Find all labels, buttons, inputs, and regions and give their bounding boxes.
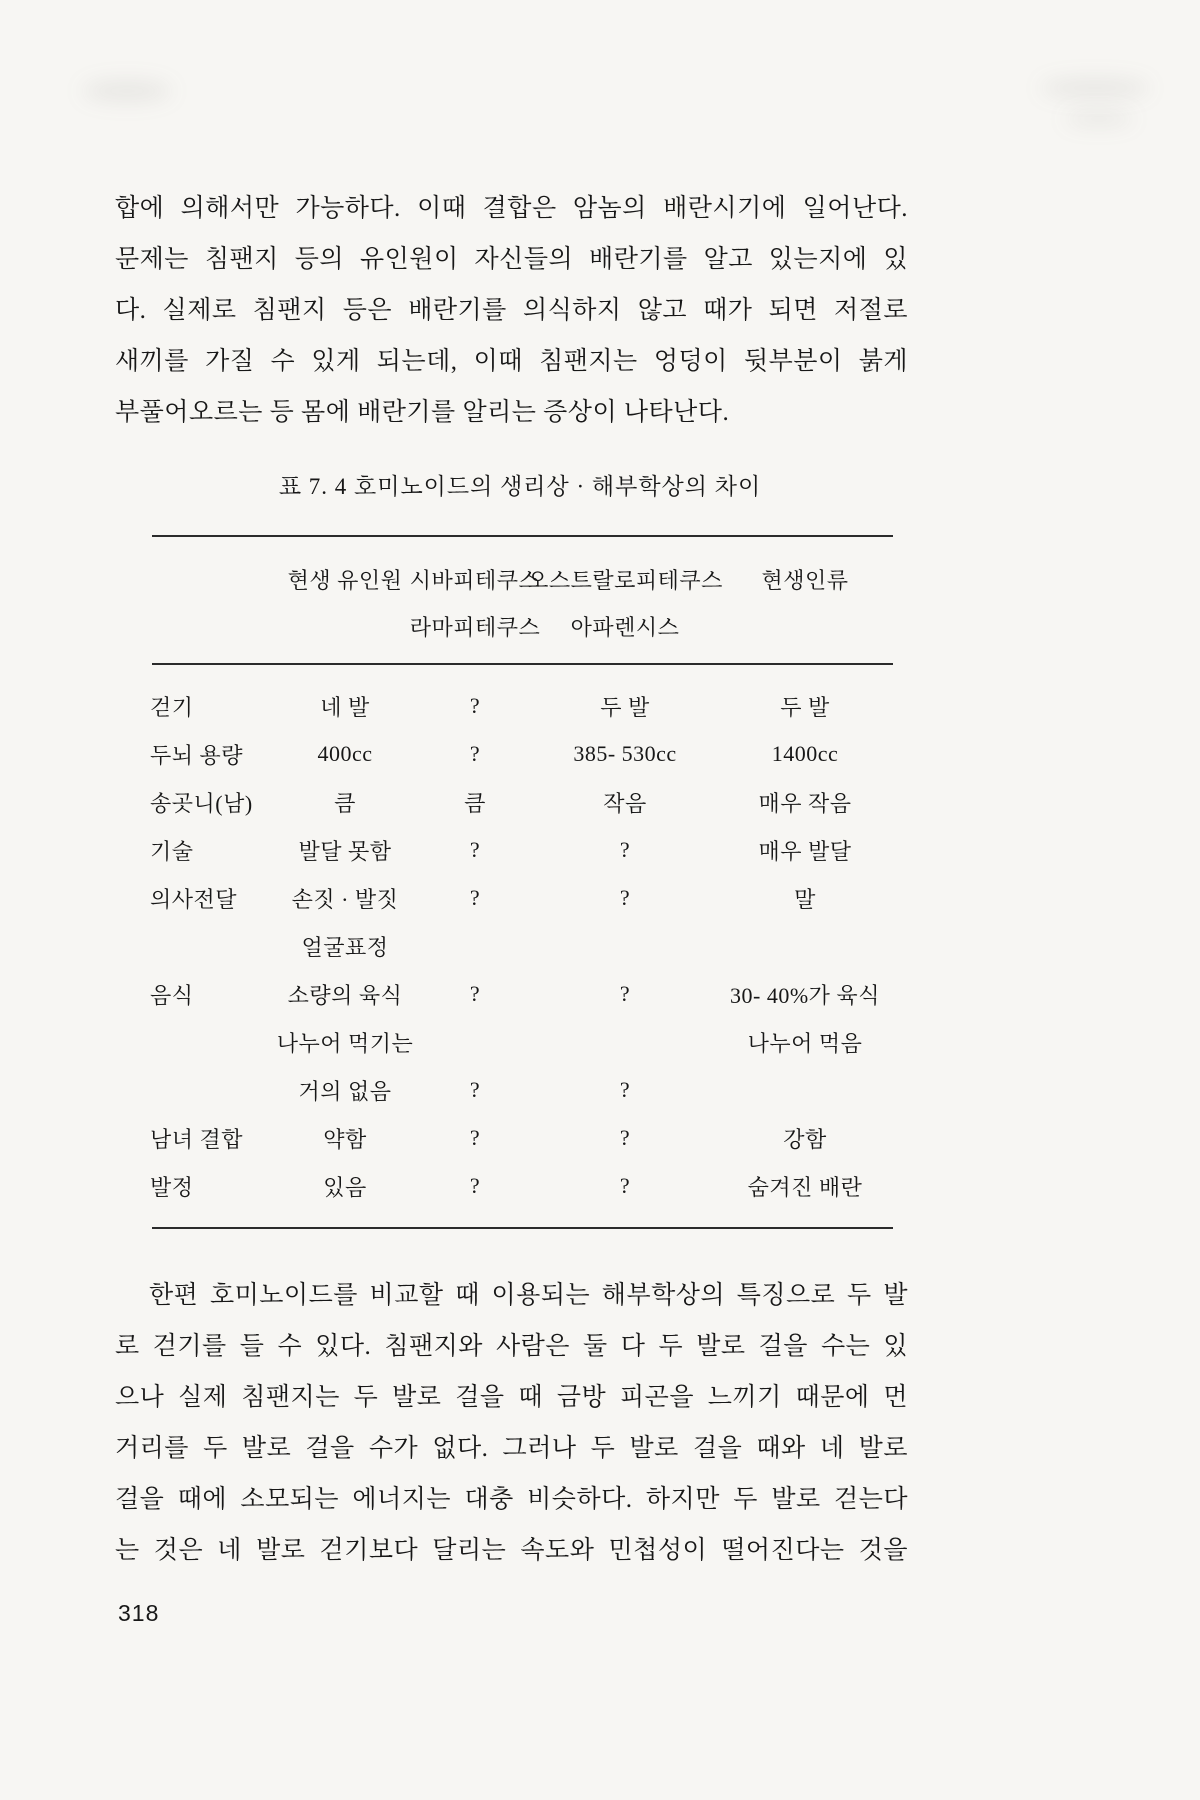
table-cell: 30- 40%가 육식 (730, 982, 880, 1008)
table-cell: ? (469, 981, 481, 1006)
table-header-cell: 시바피테쿠스 (409, 568, 541, 593)
table-cell: ? (619, 1077, 631, 1102)
table-header-cell: 현생 유인원 (287, 568, 403, 593)
table-row-label (150, 922, 270, 970)
table-cell: 나누어 먹기는 (276, 1030, 414, 1056)
scan-artifact (1040, 78, 1150, 98)
text-line: 는 것은 네 발로 걷기보다 달리는 속도와 민첩성이 떨어진다는 것을 (115, 1537, 908, 1564)
table-row-label: 송곳니(남) (150, 790, 253, 816)
table-row-label: 음식 (150, 982, 194, 1008)
table-header-cell (150, 603, 270, 650)
table-header-cell: 아파렌시스 (570, 615, 680, 640)
table-cell: ? (619, 981, 631, 1006)
table-cell: 네 발 (320, 694, 370, 720)
table-header (150, 556, 890, 650)
table-cell: 두 발 (600, 694, 650, 720)
table-cell (420, 1018, 530, 1066)
table-cell (720, 922, 890, 970)
text-line: 새끼를 가질 수 있게 되는데, 이때 침팬지는 엉덩이 뒷부분이 붉게 (115, 348, 908, 375)
table-row-label: 의사전달 (150, 886, 238, 912)
table-cell: ? (619, 1173, 631, 1198)
table-cell: 큼 (464, 790, 486, 816)
table-header-cell (720, 603, 890, 650)
table-body (150, 682, 890, 1210)
table-cell: 두 발 (780, 694, 830, 720)
table-header-cell: 오스트랄로피테쿠스 (527, 568, 723, 593)
table-cell: ? (469, 837, 481, 862)
table-cell: 매우 작음 (758, 790, 852, 816)
scan-artifact (82, 80, 172, 102)
table-caption: 표 7. 4 호미노이드의 생리상 · 해부학상의 차이 (278, 474, 762, 499)
table-cell: 나누어 먹음 (747, 1030, 863, 1056)
table-cell: ? (469, 1077, 481, 1102)
table-cell: 거의 없음 (298, 1078, 392, 1104)
table-cell: 얼굴표정 (301, 934, 389, 960)
table-cell: 손짓 · 발짓 (291, 886, 399, 912)
text-line: 한편 호미노이드를 비교할 때 이용되는 해부학상의 특징으로 두 발 (149, 1282, 908, 1309)
table-header-cell: 라마피테쿠스 (409, 615, 541, 640)
table-cell: 말 (794, 886, 816, 912)
table-top-rule (152, 535, 893, 537)
table-cell: 있음 (323, 1174, 367, 1200)
table-row-label: 걷기 (150, 694, 194, 720)
text-line: 합에 의해서만 가능하다. 이때 결합은 암놈의 배란시기에 일어난다. (115, 195, 908, 222)
table-header-cell: 현생인류 (761, 568, 849, 593)
table-cell: 1400cc (771, 741, 839, 766)
table-row-label: 남녀 결합 (150, 1126, 244, 1152)
table-cell: 400cc (317, 741, 373, 766)
table-cell: 숨겨진 배란 (747, 1174, 863, 1200)
table-cell: 소량의 육식 (287, 982, 403, 1008)
text-line: 걸을 때에 소모되는 에너지는 대충 비슷하다. 하지만 두 발로 걷는다 (115, 1486, 908, 1513)
table-cell (530, 1018, 720, 1066)
table-cell: ? (619, 885, 631, 910)
table-cell: 큼 (334, 790, 356, 816)
intro-paragraph (115, 183, 908, 438)
table-cell: 강함 (783, 1126, 827, 1152)
table-cell: 발달 못함 (298, 838, 392, 864)
table-cell: 약함 (323, 1126, 367, 1152)
table-row-label (150, 1018, 270, 1066)
text-line: 거리를 두 발로 걸을 수가 없다. 그러나 두 발로 걸을 때와 네 발로 (115, 1435, 908, 1462)
text-line: 로 걷기를 들 수 있다. 침팬지와 사람은 둘 다 두 발로 걸을 수는 있 (115, 1333, 908, 1360)
closing-paragraph (115, 1270, 908, 1576)
text-line: 문제는 침팬지 등의 유인원이 자신들의 배란기를 알고 있는지에 있 (115, 246, 908, 273)
text-line: 다. 실제로 침팬지 등은 배란기를 의식하지 않고 때가 되면 저절로 (115, 297, 908, 324)
table-cell (720, 1066, 890, 1114)
table-cell: ? (469, 693, 481, 718)
table-header-rule (152, 663, 893, 665)
text-line: 부풀어오르는 등 몸에 배란기를 알리는 증상이 나타난다. (115, 399, 730, 426)
table-row-label: 두뇌 용량 (150, 742, 244, 768)
table-cell: ? (619, 837, 631, 862)
table-header-cell (150, 556, 270, 603)
table-cell: 385- 530cc (573, 741, 677, 766)
table-header-cell (270, 603, 420, 650)
table-row-label (150, 1066, 270, 1114)
table-cell: ? (469, 1173, 481, 1198)
table-bottom-rule (152, 1227, 893, 1229)
text-line: 으나 실제 침팬지는 두 발로 걸을 때 금방 피곤을 느끼기 때문에 먼 (115, 1384, 908, 1411)
table-cell: ? (469, 885, 481, 910)
table-cell (530, 922, 720, 970)
table-cell: ? (469, 1125, 481, 1150)
scan-artifact (1064, 112, 1134, 126)
table-cell: 매우 발달 (758, 838, 852, 864)
page-number: 318 (118, 1600, 160, 1626)
table-cell: ? (469, 741, 481, 766)
table-cell: 작음 (603, 790, 647, 816)
table-cell: ? (619, 1125, 631, 1150)
table-cell (420, 922, 530, 970)
table-row-label: 기술 (150, 838, 194, 864)
table-row-label: 발정 (150, 1174, 194, 1200)
